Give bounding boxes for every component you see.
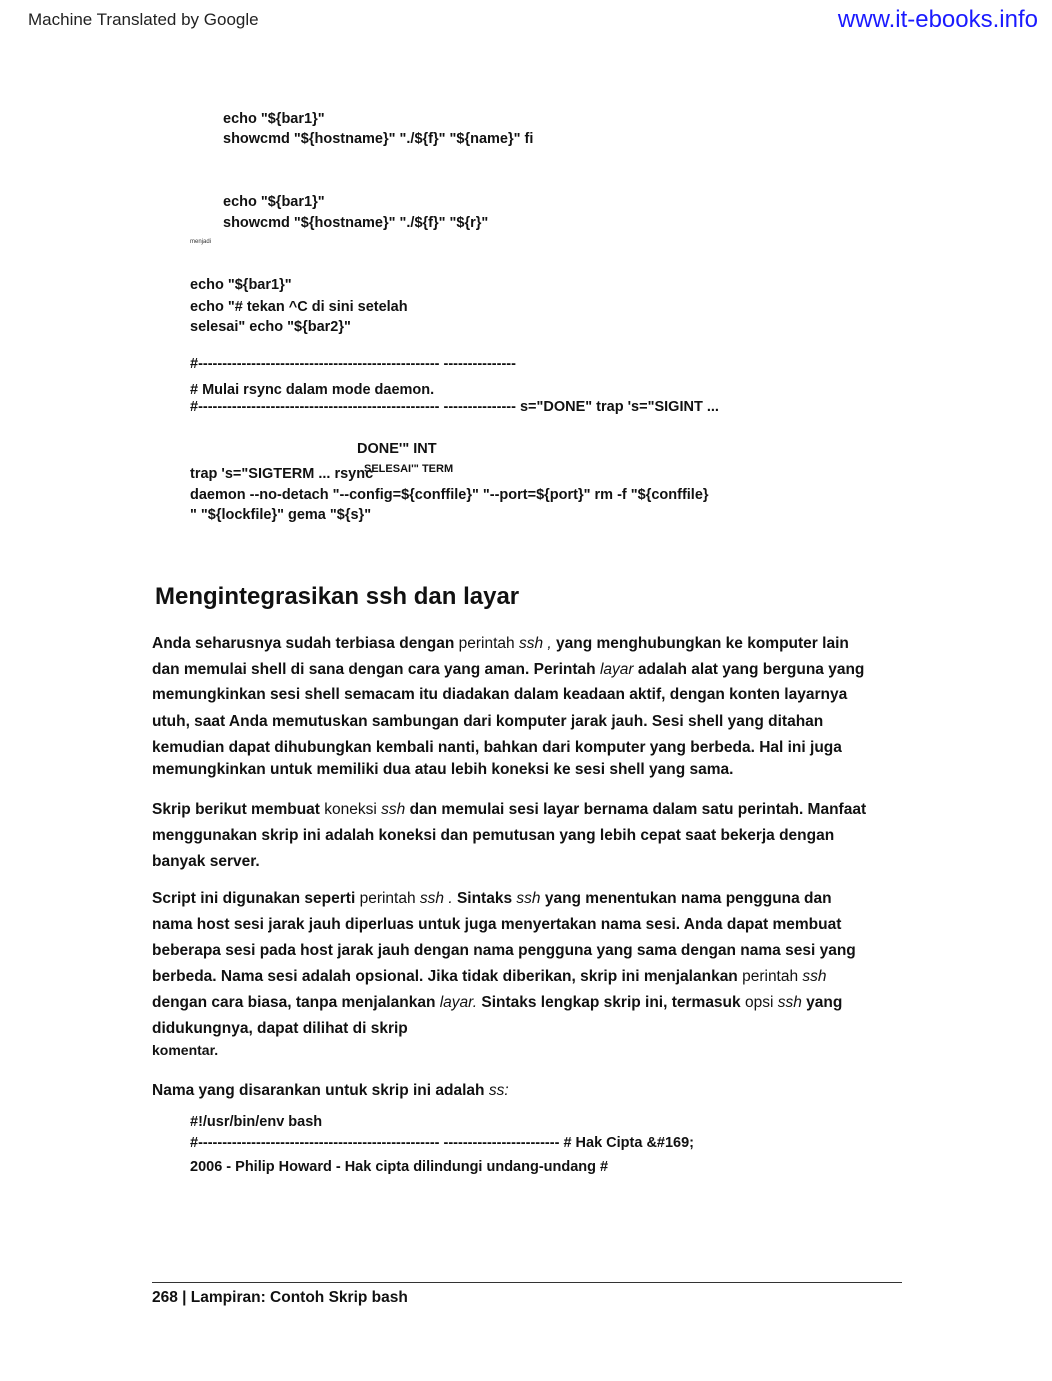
paragraph-line: menggunakan skrip ini adalah koneksi dan pemutusan yang lebih cepat saat bekerja dengan xyxy=(152,827,835,844)
code-line: echo "${bar1}" xyxy=(223,194,325,210)
code-line: showcmd "${hostname}" "./${f}" "${r}" xyxy=(223,215,489,231)
paragraph-line: dengan cara biasa, tanpa menjalankan layar. Sintaks lengkap skrip ini, termasuk opsi ssh yang xyxy=(152,994,843,1011)
code-overlay-text: SELESAI'" TERM xyxy=(364,463,454,475)
code-line: #-------------------------------------------------- --------------- s="DONE" trap 's="SIGINT ... xyxy=(190,399,719,415)
machine-translation-label: Machine Translated by Google xyxy=(28,10,259,29)
paragraph-line: dan memulai shell di sana dengan cara yang aman. Perintah layar adalah alat yang berguna yang xyxy=(152,661,865,678)
paragraph-line: didukungnya, dapat dilihat di skrip xyxy=(152,1020,408,1037)
code-line: 2006 - Philip Howard - Hak cipta dilindungi undang-undang # xyxy=(190,1159,609,1175)
code-line: #-------------------------------------------------- ------------------------ # Hak Cipta &#169; xyxy=(190,1135,694,1151)
code-line: echo "${bar1}" xyxy=(223,111,325,127)
code-line: " "${lockfile}" gema "${s}" xyxy=(190,507,372,523)
paragraph-line: berbeda. Nama sesi adalah opsional. Jika tidak diberikan, skrip ini menjalankan perintah ssh xyxy=(152,968,827,985)
code-line: trap 's="SIGTERM ... rsync xyxy=(190,466,374,482)
code-line: #-------------------------------------------------- --------------- xyxy=(190,356,516,372)
paragraph-line: memungkinkan sesi shell semacam itu diadakan dalam keadaan aktif, dengan konten layarnya xyxy=(152,686,848,703)
paragraph-line: Script ini digunakan seperti perintah ssh . Sintaks ssh yang menentukan nama pengguna dan xyxy=(152,890,832,907)
paragraph-line: Skrip berikut membuat koneksi ssh dan memulai sesi layar bernama dalam satu perintah. Manfaat xyxy=(152,801,867,818)
code-line: echo "${bar1}" xyxy=(190,277,292,293)
section-heading: Mengintegrasikan ssh dan layar xyxy=(155,583,520,610)
paragraph-line: kemudian dapat dihubungkan kembali nanti, bahkan dari komputer yang berbeda. Hal ini juga xyxy=(152,739,842,756)
paragraph-line: banyak server. xyxy=(152,853,260,870)
code-line: # Mulai rsync dalam mode daemon. xyxy=(190,382,435,398)
code-line: daemon --no-detach "--config=${conffile}" "--port=${port}" rm -f "${conffile} xyxy=(190,487,709,503)
page-footer: 268 | Lampiran: Contoh Skrip bash xyxy=(152,1289,408,1306)
paragraph-line: utuh, saat Anda memutuskan sambungan dari komputer jarak jauh. Sesi shell yang ditahan xyxy=(152,713,824,730)
paragraph-line: beberapa sesi pada host jarak jauh dengan nama pengguna yang sama dengan nama sesi yang xyxy=(152,942,856,959)
paragraph-line: Anda seharusnya sudah terbiasa dengan perintah ssh , yang menghubungkan ke komputer lain xyxy=(152,635,849,652)
paragraph-line: komentar. xyxy=(152,1042,219,1058)
code-line: selesai" echo "${bar2}" xyxy=(190,319,351,335)
code-line: showcmd "${hostname}" "./${f}" "${name}" fi xyxy=(223,131,534,147)
code-line: DONE'" INT xyxy=(357,441,437,457)
paragraph-line: nama host sesi jarak jauh diperluas untuk juga menyertakan nama sesi. Anda dapat membuat xyxy=(152,916,842,933)
code-tiny-text: menjadi xyxy=(190,239,212,245)
paragraph-line: Nama yang disarankan untuk skrip ini adalah ss: xyxy=(152,1082,509,1099)
code-line: #!/usr/bin/env bash xyxy=(190,1114,323,1130)
site-link[interactable]: www.it-ebooks.info xyxy=(837,6,1038,33)
footer-divider xyxy=(152,1282,902,1283)
code-line: echo "# tekan ^C di sini setelah xyxy=(190,299,408,315)
paragraph-line: memungkinkan untuk memiliki dua atau lebih koneksi ke sesi shell yang sama. xyxy=(152,761,734,778)
